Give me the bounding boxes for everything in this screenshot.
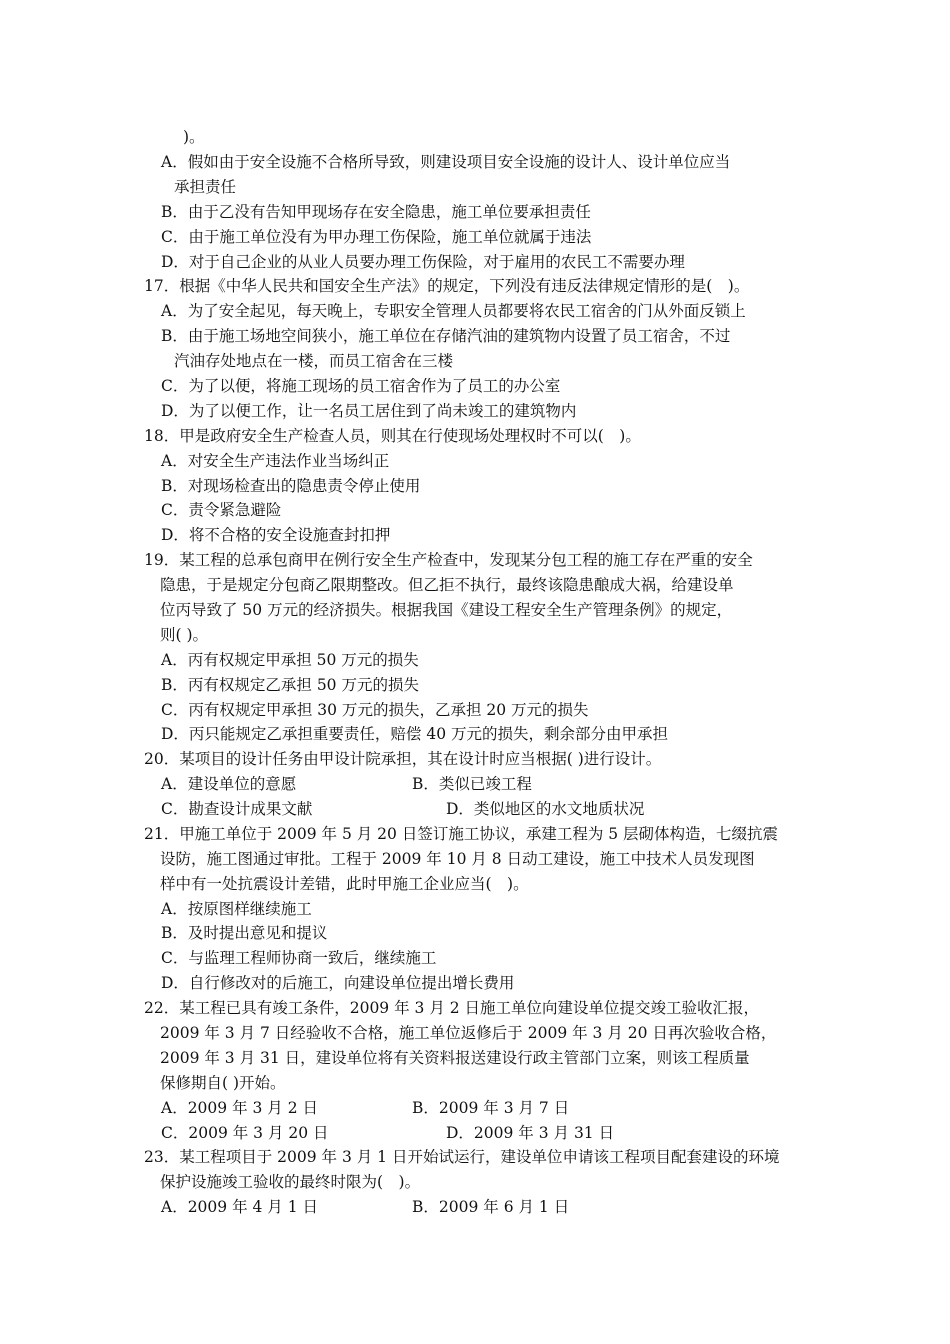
q22-option-a: A．2009 年 3 月 2 日	[161, 1099, 318, 1117]
q19-option-a: A．丙有权规定甲承担 50 万元的损失	[161, 651, 419, 669]
q21-stem: 21．甲施工单位于 2009 年 5 月 20 日签订施工协议，承建工程为 5 层砌体构造，七缀抗震	[144, 825, 779, 843]
q22-option-b: B．2009 年 3 月 7 日	[412, 1099, 570, 1117]
q21-stem-cont-2: 样中有一处抗震设计差错，此时甲施工企业应当( )。	[160, 875, 529, 893]
q17-option-c: C．为了以便，将施工现场的员工宿舍作为了员工的办公室	[161, 377, 561, 395]
q16-option-d: D．对于自己企业的从业人员要办理工伤保险，对于雇用的农民工不需要办理	[161, 253, 685, 271]
q20-option-b: B．类似已竣工程	[412, 775, 532, 793]
q20-option-a: A．建设单位的意愿	[161, 775, 297, 793]
q22-stem-cont-2: 2009 年 3 月 31 日，建设单位将有关资料报送建设行政主管部门立案，则该工程质量	[160, 1049, 750, 1067]
q23-option-b: B．2009 年 6 月 1 日	[412, 1198, 570, 1216]
q16-stem-end: )。	[183, 128, 205, 146]
q23-stem-cont-1: 保护设施竣工验收的最终时限为( )。	[160, 1173, 421, 1191]
q17-option-d: D．为了以便工作，让一名员工居住到了尚未竣工的建筑物内	[161, 402, 577, 420]
q17-option-a: A．为了安全起见，每天晚上，专职安全管理人员都要将农民工宿舍的门从外面反锁上	[161, 302, 746, 320]
q19-option-d: D．丙只能规定乙承担重要责任，赔偿 40 万元的损失，剩余部分由甲承担	[161, 725, 669, 743]
q17-option-b: B．由于施工场地空间狭小，施工单位在存储汽油的建筑物内设置了员工宿舍，不过	[161, 327, 731, 345]
q23-option-a: A．2009 年 4 月 1 日	[161, 1198, 318, 1216]
q20-option-d: D．类似地区的水文地质状况	[446, 800, 645, 818]
q19-option-b: B．丙有权规定乙承担 50 万元的损失	[161, 676, 419, 694]
q19-stem-cont-1: 隐患，于是规定分包商乙限期整改。但乙拒不执行，最终该隐患酿成大祸，给建设单	[160, 576, 734, 594]
q19-option-c: C．丙有权规定甲承担 30 万元的损失，乙承担 20 万元的损失	[161, 701, 589, 719]
q18-option-c: C．责令紧急避险	[161, 501, 282, 519]
q20-stem: 20．某项目的设计任务由甲设计院承担，其在设计时应当根据( )进行设计。	[144, 750, 662, 768]
q18-stem: 18．甲是政府安全生产检查人员，则其在行使现场处理权时不可以( )。	[144, 427, 641, 445]
q19-stem: 19．某工程的总承包商甲在例行安全生产检查中，发现某分包工程的施工存在严重的安全	[144, 551, 753, 569]
q22-stem: 22．某工程已具有竣工条件，2009 年 3 月 2 日施工单位向建设单位提交竣工验收汇报，	[144, 999, 760, 1017]
q16-option-b: B．由于乙没有告知甲现场存在安全隐患，施工单位要承担责任	[161, 203, 591, 221]
q17-option-b-cont: 汽油存处地点在一楼，而员工宿舍在三楼	[174, 352, 454, 370]
q18-option-b: B．对现场检查出的隐患责令停止使用	[161, 477, 421, 495]
q22-stem-cont-1: 2009 年 3 月 7 日经验收不合格，施工单位返修后于 2009 年 3 月 20 日再次验收合格，	[160, 1024, 777, 1042]
q22-option-d: D．2009 年 3 月 31 日	[446, 1124, 615, 1142]
q18-option-a: A．对安全生产违法作业当场纠正	[161, 452, 390, 470]
q20-option-c: C．勘查设计成果文献	[161, 800, 313, 818]
q16-option-a-cont: 承担责任	[174, 178, 237, 196]
q21-option-c: C．与监理工程师协商一致后，继续施工	[161, 949, 437, 967]
q19-stem-cont-3: 则( )。	[160, 626, 209, 644]
q21-option-b: B．及时提出意见和提议	[161, 924, 328, 942]
q22-stem-cont-3: 保修期自( )开始。	[160, 1074, 286, 1092]
q16-option-a: A．假如由于安全设施不合格所导致，则建设项目安全设施的设计人、设计单位应当	[161, 153, 731, 171]
q17-stem: 17．根据《中华人民共和国安全生产法》的规定，下列没有违反法律规定情形的是( )。	[144, 277, 750, 295]
q22-option-c: C．2009 年 3 月 20 日	[161, 1124, 329, 1142]
q21-option-d: D．自行修改对的后施工，向建设单位提出增长费用	[161, 974, 515, 992]
q21-stem-cont-1: 设防，施工图通过审批。工程于 2009 年 10 月 8 日动工建设，施工中技术人员发现图	[160, 850, 755, 868]
q19-stem-cont-2: 位丙导致了 50 万元的经济损失。根据我国《建设工程安全生产管理条例》的规定，	[160, 601, 733, 619]
q23-stem: 23．某工程项目于 2009 年 3 月 1 日开始试运行，建设单位申请该工程项目配套建设的环境	[144, 1148, 780, 1166]
q18-option-d: D．将不合格的安全设施查封扣押	[161, 526, 391, 544]
q21-option-a: A．按原图样继续施工	[161, 900, 312, 918]
q16-option-c: C．由于施工单位没有为甲办理工伤保险，施工单位就属于违法	[161, 228, 592, 246]
